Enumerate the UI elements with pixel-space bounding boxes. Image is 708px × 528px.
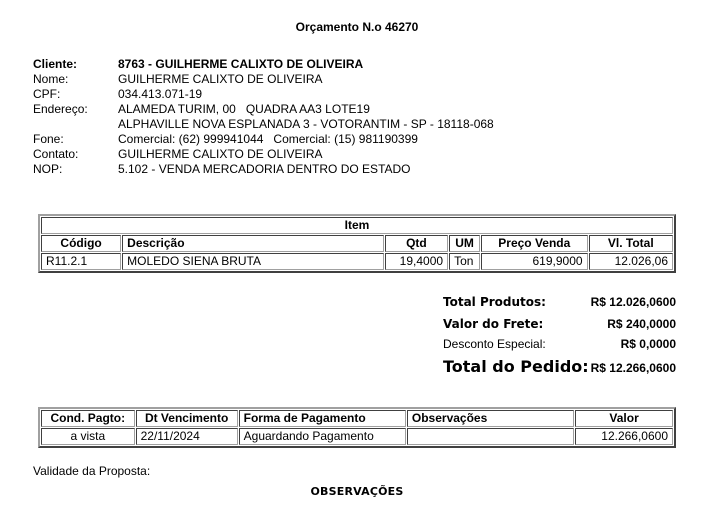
value-nome: GUILHERME CALIXTO DE OLIVEIRA	[118, 72, 323, 86]
items-header-row	[41, 235, 673, 252]
cell-dt-vencimento: 22/11/2024	[136, 428, 238, 445]
header-um: UM	[449, 235, 480, 252]
client-row-contato	[33, 147, 494, 162]
label-nome: Nome:	[33, 72, 69, 86]
header-descricao: Descrição	[122, 235, 384, 252]
cell-cond-pagto: a vista	[41, 428, 135, 445]
client-info-block	[33, 57, 494, 177]
desconto-row	[443, 337, 676, 351]
desconto-value: R$ 0,0000	[620, 337, 676, 351]
frete-label: Valor do Frete:	[443, 317, 544, 331]
header-observacoes: Observações	[407, 410, 574, 427]
desconto-label: Desconto Especial:	[443, 337, 546, 351]
header-cond-pagto: Cond. Pagto:	[41, 410, 135, 427]
header-vl-total: Vl. Total	[589, 235, 673, 252]
cell-codigo: R11.2.1	[41, 253, 121, 270]
header-valor: Valor	[575, 410, 673, 427]
cell-vl-total: 12.026,06	[589, 253, 673, 270]
document-title: Orçamento N.o 46270	[295, 20, 419, 34]
label-empty	[33, 117, 118, 132]
label-nop: NOP:	[33, 162, 63, 176]
label-fone: Fone:	[33, 132, 64, 146]
client-row-endereco	[33, 102, 494, 117]
observacoes-title: OBSERVAÇÕES	[310, 485, 404, 498]
value-nop: 5.102 - VENDA MERCADORIA DENTRO DO ESTADO	[118, 162, 411, 176]
header-qtd: Qtd	[385, 235, 448, 252]
value-endereco-line1: ALAMEDA TURIM, 00 QUADRA AA3 LOTE19	[118, 102, 370, 116]
value-cliente: 8763 - GUILHERME CALIXTO DE OLIVEIRA	[118, 57, 364, 71]
value-fone: Comercial: (62) 999941044 Comercial: (15) 981190399	[118, 132, 418, 146]
table-row	[41, 428, 673, 445]
header-dt-vencimento: Dt Vencimento	[136, 410, 238, 427]
cell-preco-venda: 619,9000	[481, 253, 588, 270]
label-cliente: Cliente:	[33, 57, 78, 71]
client-row-endereco-2	[33, 117, 494, 132]
cell-um: Ton	[449, 253, 480, 270]
frete-value: R$ 240,0000	[607, 317, 676, 331]
total-pedido-row	[443, 357, 676, 376]
label-cpf: CPF:	[33, 87, 61, 101]
total-produtos-row	[443, 295, 676, 309]
cell-descricao: MOLEDO SIENA BRUTA	[122, 253, 384, 270]
client-row-nop	[33, 162, 494, 177]
items-caption-row	[41, 217, 673, 234]
label-contato: Contato:	[33, 147, 79, 161]
value-endereco-line2: ALPHAVILLE NOVA ESPLANADA 3 - VOTORANTIM - SP - 18118-068	[118, 117, 494, 131]
items-caption: Item	[41, 217, 673, 234]
cell-qtd: 19,4000	[385, 253, 448, 270]
client-row-nome	[33, 72, 494, 87]
items-table	[38, 214, 676, 273]
table-row	[41, 253, 673, 270]
validade-label: Validade da Proposta:	[33, 464, 151, 478]
total-produtos-value: R$ 12.026,0600	[590, 295, 676, 309]
cell-forma-pagamento: Aguardando Pagamento	[239, 428, 406, 445]
value-cpf: 034.413.071-19	[118, 87, 203, 101]
client-row-cpf	[33, 87, 494, 102]
cell-observacoes	[407, 428, 574, 445]
header-forma-pagamento: Forma de Pagamento	[239, 410, 406, 427]
frete-row	[443, 317, 676, 331]
total-pedido-value: R$ 12.266,0600	[590, 361, 676, 375]
cell-valor: 12.266,0600	[575, 428, 673, 445]
total-produtos-label: Total Produtos:	[443, 295, 546, 309]
payment-table	[38, 407, 676, 448]
payment-header-row	[41, 410, 673, 427]
label-endereco: Endereço:	[33, 102, 88, 116]
header-preco-venda: Preço Venda	[481, 235, 588, 252]
value-contato: GUILHERME CALIXTO DE OLIVEIRA	[118, 147, 323, 161]
header-codigo: Código	[41, 235, 121, 252]
client-row-cliente	[33, 57, 494, 72]
total-pedido-label: Total do Pedido:	[443, 357, 589, 376]
client-row-fone	[33, 132, 494, 147]
